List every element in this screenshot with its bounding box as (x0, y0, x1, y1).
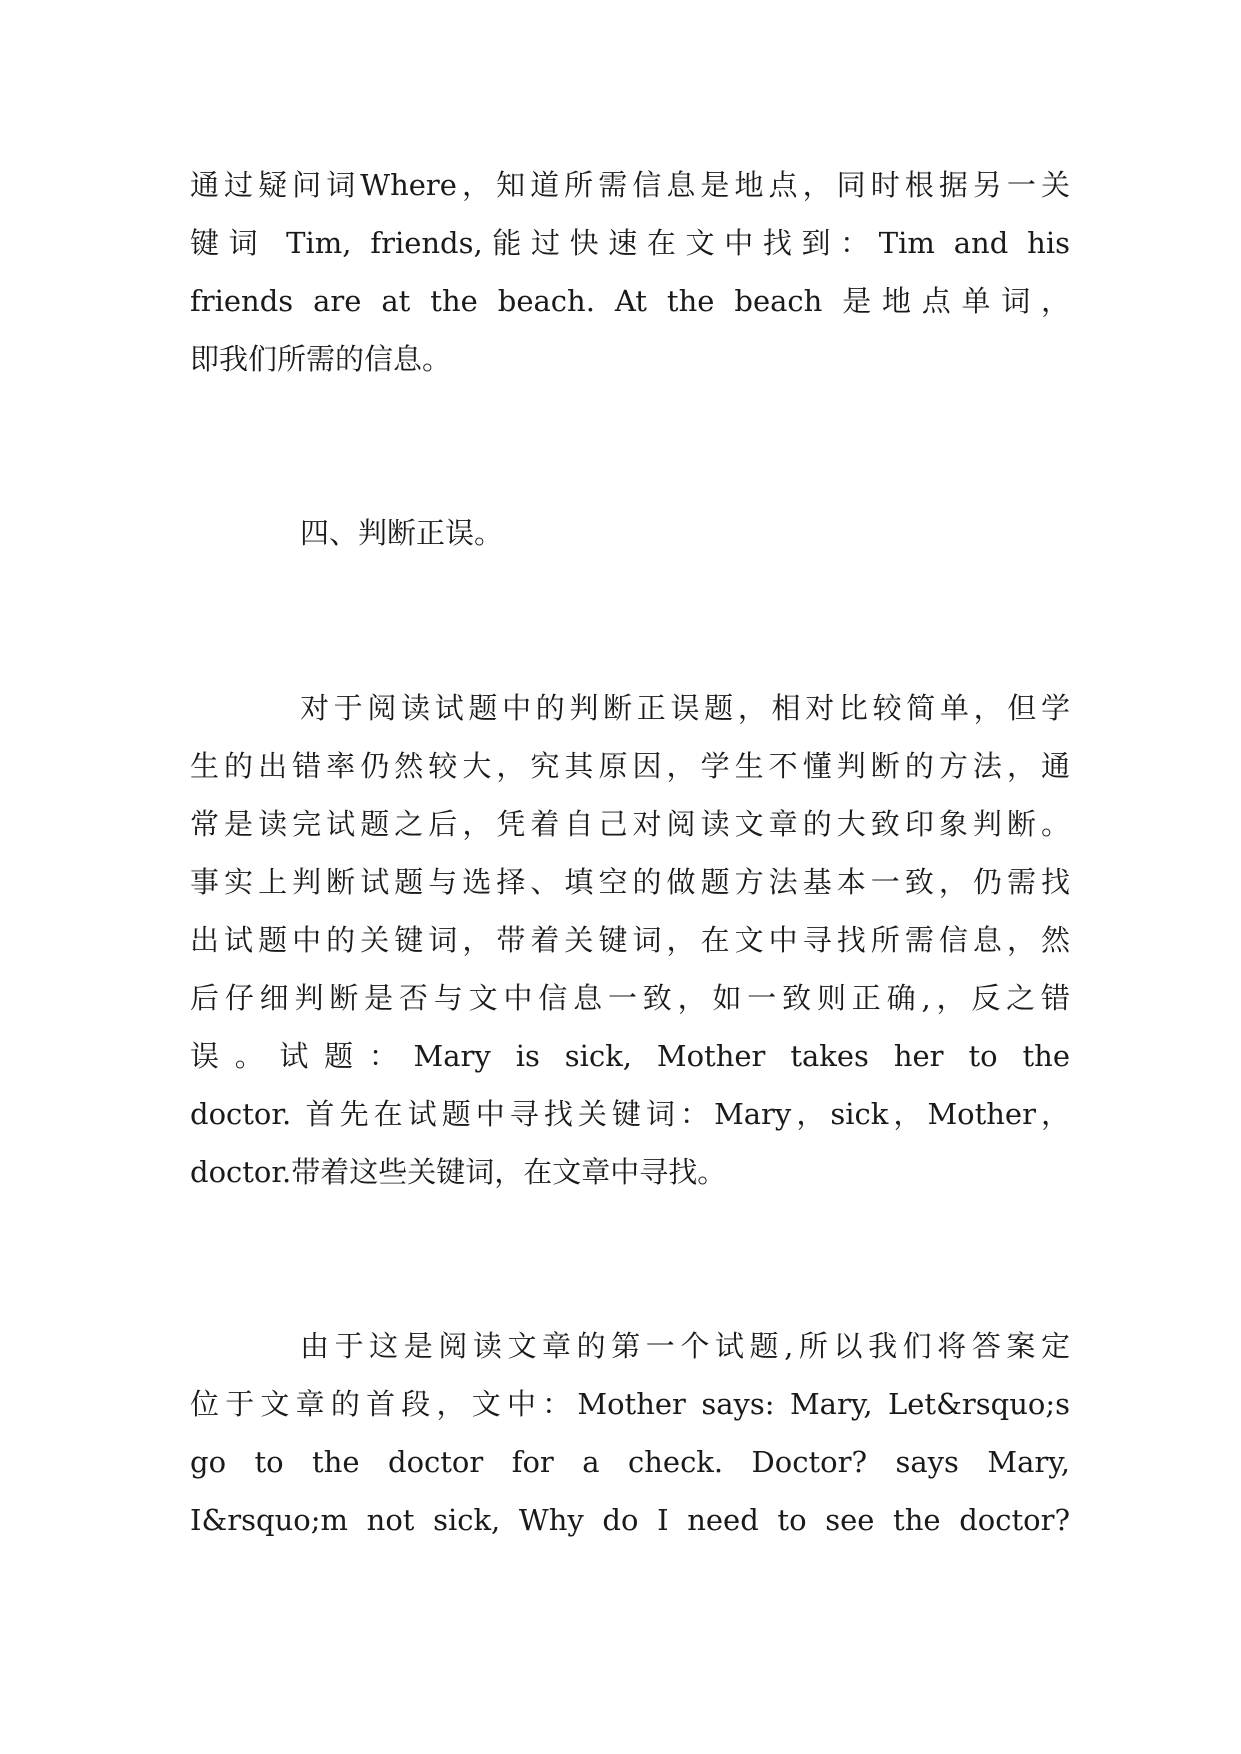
section-heading: 四、判断正误。 (300, 516, 504, 550)
paragraph-line: 位于文章的首段，文中：Mother says: Mary, Let&rsquo;s (190, 1387, 1070, 1421)
paragraph-line: 键词 Tim, friends,能过快速在文中找到：Tim and his (190, 226, 1070, 260)
paragraph-line: 事实上判断试题与选择、填空的做题方法基本一致，仍需找 (190, 865, 1070, 899)
paragraph-line: I&rsquo;m not sick, Why do I need to see the doctor? (190, 1503, 1070, 1537)
paragraph-line: go to the doctor for a check. Doctor? says Mary, (190, 1445, 1070, 1479)
paragraph-line: doctor. 首先在试题中寻找关键词：Mary，sick，Mother， (190, 1097, 1070, 1131)
paragraph-line: doctor.带着这些关键词，在文章中寻找。 (190, 1155, 727, 1189)
paragraph-line: 后仔细判断是否与文中信息一致，如一致则正确,，反之错 (190, 981, 1070, 1015)
paragraph-line: 通过疑问词Where，知道所需信息是地点，同时根据另一关 (190, 168, 1070, 202)
paragraph-line: 常是读完试题之后，凭着自己对阅读文章的大致印象判断。 (190, 807, 1070, 841)
paragraph-line: 对于阅读试题中的判断正误题，相对比较简单，但学 (300, 691, 1070, 725)
paragraph-line: 由于这是阅读文章的第一个试题,所以我们将答案定 (300, 1329, 1070, 1363)
paragraph-line: 误。试题：Mary is sick, Mother takes her to the (190, 1039, 1070, 1073)
paragraph-line: friends are at the beach. At the beach 是地点单词， (190, 284, 1070, 318)
paragraph-line: 出试题中的关键词，带着关键词，在文中寻找所需信息，然 (190, 923, 1070, 957)
paragraph-line: 生的出错率仍然较大，究其原因，学生不懂判断的方法，通 (190, 749, 1070, 783)
paragraph-line: 即我们所需的信息。 (190, 342, 452, 376)
